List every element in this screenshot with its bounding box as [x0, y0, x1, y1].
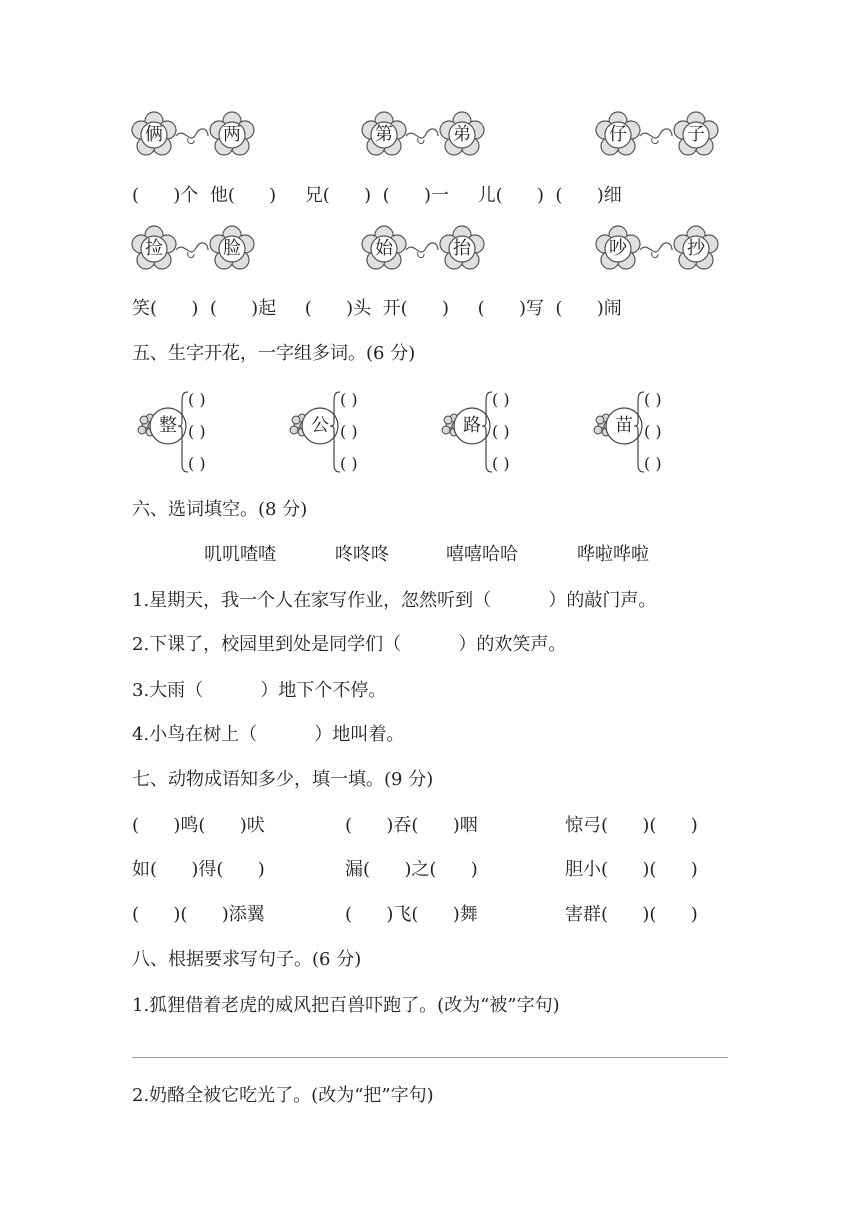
idiom-cell: 惊弓( )( ): [565, 815, 698, 836]
flower-char-right: 两: [223, 124, 241, 145]
blank-slot: ( ): [492, 454, 510, 473]
flower-char-left: 吵: [609, 238, 627, 259]
flower-pair-5: [358, 222, 488, 282]
flower-pair-4: [128, 222, 258, 282]
idiom-cell: 漏( )之( ): [345, 859, 478, 880]
flower-char-right: 抬: [453, 238, 471, 259]
blank-slot: ( ): [644, 422, 662, 441]
question-item-4: 4.小鸟在树上（ ）地叫着。: [132, 724, 405, 745]
word-option-4: 哗啦哗啦: [577, 544, 649, 565]
blank-slot: ( ): [188, 422, 206, 441]
flower-char-left: 俩: [145, 124, 163, 145]
rewrite-item-1: 1.狐狸借着老虎的威风把百兽吓跑了。(改为“被”字句): [132, 995, 560, 1016]
question-item-1: 1.星期天，我一个人在家写作业，忽然听到（ ）的敲门声。: [132, 590, 657, 611]
idiom-cell: ( )( )添翼: [132, 904, 265, 925]
blank-slot: ( ): [188, 390, 206, 409]
blank-slot: ( ): [340, 422, 358, 441]
blank-slot: ( ): [340, 390, 358, 409]
question-item-2: 2.下课了，校园里到处是同学们（ ）的欢笑声。: [132, 634, 567, 655]
flower-row1-blanks: ( )个 他( ) 兄( ) ( )一 儿( ) ( )细: [132, 185, 622, 206]
section7-title: 七、动物成语知多少，填一填。(9 分): [132, 769, 434, 790]
flower-row2-blanks: 笑( ) ( )起 ( )头 开( ) ( )写 ( )闹: [132, 298, 622, 319]
idiom-cell: ( )飞( )舞: [345, 904, 478, 925]
flower-pair-3: [592, 108, 722, 168]
flower-char-left: 第: [375, 124, 393, 145]
flower-pair-2: [358, 108, 488, 168]
blossom-char: 路: [463, 415, 481, 436]
section6-title: 六、选词填空。(8 分): [132, 499, 308, 520]
blank-slot: ( ): [644, 390, 662, 409]
idiom-cell: 如( )得( ): [132, 859, 265, 880]
flower-char-right: 弟: [453, 124, 471, 145]
blossom-group-3: [440, 386, 580, 476]
blossom-char: 苗: [615, 415, 633, 436]
blossom-group-4: [592, 386, 732, 476]
idiom-cell: 害群( )( ): [565, 904, 698, 925]
flower-char-left: 始: [375, 238, 393, 259]
blossom-group-2: [288, 386, 428, 476]
flower-char-left: 捡: [145, 238, 163, 259]
blossom-char: 公: [311, 415, 329, 436]
flower-char-right: 子: [687, 124, 705, 145]
flower-char-right: 脸: [223, 238, 241, 259]
word-option-1: 叽叽喳喳: [204, 544, 276, 565]
section8-title: 八、根据要求写句子。(6 分): [132, 949, 362, 970]
blank-slot: ( ): [644, 454, 662, 473]
idiom-cell: 胆小( )( ): [565, 859, 698, 880]
idiom-cell: ( )吞( )咽: [345, 815, 478, 836]
blank-slot: ( ): [492, 422, 510, 441]
word-option-3: 嘻嘻哈哈: [446, 544, 518, 565]
flower-char-left: 仔: [609, 124, 627, 145]
word-option-2: 咚咚咚: [335, 544, 389, 565]
flower-pair-6: [592, 222, 722, 282]
blank-slot: ( ): [188, 454, 206, 473]
question-item-3: 3.大雨（ ）地下个不停。: [132, 680, 387, 701]
blossom-group-1: [136, 386, 276, 476]
blank-slot: ( ): [340, 454, 358, 473]
blank-slot: ( ): [492, 390, 510, 409]
answer-line[interactable]: [132, 1057, 728, 1058]
flower-char-right: 抄: [687, 238, 705, 259]
flower-pair-1: [128, 108, 258, 168]
idiom-cell: ( )鸣( )吠: [132, 815, 265, 836]
section5-title: 五、生字开花，一字组多词。(6 分): [132, 343, 416, 364]
rewrite-item-2: 2.奶酪全被它吃光了。(改为“把”字句): [132, 1085, 434, 1106]
blossom-char: 整: [159, 415, 177, 436]
